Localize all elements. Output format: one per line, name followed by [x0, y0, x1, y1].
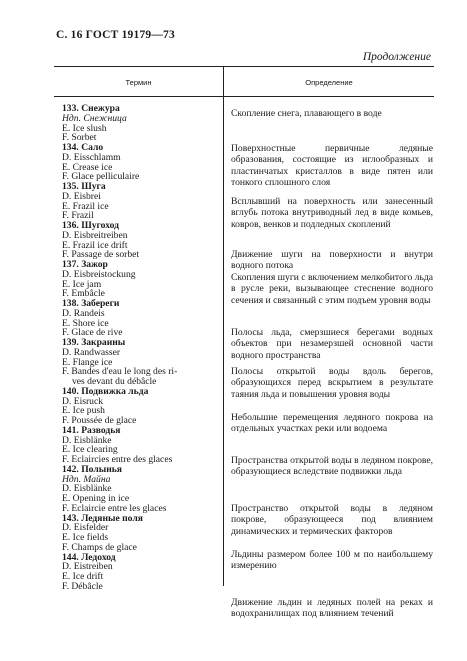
- term-line: D. Eisblänke: [62, 483, 112, 495]
- term-line: E. Crease ice: [62, 161, 113, 173]
- term-line: D. Eisblänke: [62, 434, 112, 446]
- column-header-term: Термин: [125, 78, 152, 87]
- definition-text: Пространства открытой воды в ледяном покрове, образующиеся вследствие подвижки льда: [231, 455, 433, 478]
- term-column: [62, 104, 222, 592]
- term-line: F. Glace pelliculaire: [62, 171, 140, 183]
- term-line: F. Poussée de glace: [62, 415, 137, 426]
- term-line: E. Ice fields: [62, 532, 109, 543]
- term-heading: 135. Шуга: [62, 181, 106, 192]
- column-divider: [223, 66, 224, 586]
- term-line: F. Débâcle: [62, 580, 103, 592]
- definition-text: Полосы открытой воды вдоль берегов, образующихся перед вскрытием в результате таяния льда и повышения уровня воды: [231, 366, 433, 400]
- term-line: E. Ice push: [62, 405, 105, 417]
- term-heading: 141. Разводья: [62, 424, 121, 436]
- term-heading: 136. Шугоход: [62, 220, 119, 231]
- term-line: F. Passage de sorbet: [62, 249, 140, 261]
- term-line: E. Shore ice: [62, 317, 109, 329]
- term-line: E. Ice jam: [62, 278, 102, 290]
- term-line: D. Eisbrei: [62, 190, 101, 202]
- term-line: E. Ice drift: [62, 571, 104, 582]
- term-line: E. Opening in ice: [62, 493, 130, 504]
- term-line: E. Ice clearing: [62, 444, 118, 456]
- definition-text: Небольшие перемещения ледяного покрова на отдельных участках реки или водоема: [231, 412, 433, 435]
- definition-text: Поверхностные первичные ледяные образования, состоящие из иглообразных и пластинчатых кристаллов в виде пятен или тонкого сплошного слоя: [231, 143, 433, 189]
- term-line: D. Randeis: [62, 307, 105, 319]
- term-heading: 144. Ледоход: [62, 551, 116, 563]
- term-line: F. Embâcle: [62, 288, 105, 300]
- term-line: Ндп. Снежница: [62, 112, 127, 124]
- continuation-label: Продолжение: [362, 51, 431, 63]
- column-header-definition: Определение: [305, 78, 353, 87]
- term-line: F. Frazil: [62, 210, 94, 222]
- term-heading: 134. Сало: [62, 142, 104, 153]
- term-heading: 138. Забереги: [62, 298, 120, 309]
- term-line: F. Eclaircie entre les glaces: [62, 502, 167, 514]
- definition-text: Скопления шуги с включением мелкобитого льда в русле реки, вызывающее стеснение водного сечения и связанный с этим подъем уровня воды: [231, 272, 433, 306]
- term-line: ves devant du débâcle: [72, 376, 157, 387]
- term-line: F. Champs de glace: [62, 541, 137, 553]
- definition-text: Движение шуги на поверхности и внутри водного потока: [231, 249, 433, 272]
- term-line: D. Eisfelder: [62, 522, 109, 534]
- definition-text: Льдины размером более 100 м по наибольшему измерению: [231, 549, 433, 572]
- term-line: D. Randwasser: [62, 346, 121, 358]
- term-line: D. Eisruck: [62, 395, 104, 407]
- term-line: D. Eisschlamm: [62, 151, 121, 163]
- term-line: D. Eisbreitreiben: [62, 229, 128, 241]
- term-heading: 143. Ледяные поля: [62, 512, 143, 524]
- definition-text: Движение льдин и ледяных полей на реках и водохранилищах под влиянием течений: [231, 597, 433, 620]
- term-line: F. Glace de rive: [62, 327, 123, 339]
- table-top-rule: [54, 66, 434, 67]
- definition-text: Всплывший на поверхность или занесенный вглубь потока внутриводный лед в виде комьев, ковров, венков и подледных скоплений: [231, 196, 433, 230]
- term-line: D. Eistreiben: [62, 561, 113, 573]
- table-head-rule: [54, 96, 434, 97]
- term-line: Ндп. Майна: [62, 473, 111, 485]
- term-line: F. Bandes d'eau le long des ri-: [62, 366, 178, 378]
- definition-text: Полосы льда, смерзшиеся берегами водных объектов при незамерзшей основной части водного пространства: [231, 327, 433, 361]
- term-heading: 133. Снежура: [62, 103, 120, 114]
- term-heading: 142. Полынья: [62, 463, 122, 475]
- term-line: E. Ice slush: [62, 122, 107, 134]
- definition-text: Пространство открытой воды в ледяном покрове, образующееся под влиянием динамических и термических факторов: [231, 503, 433, 537]
- term-line: F. Eclaircies entre des glaces: [62, 454, 173, 465]
- term-line: F. Sorbet: [62, 132, 97, 144]
- term-line: E. Frazil ice: [62, 200, 109, 212]
- term-heading: 139. Закраины: [62, 337, 126, 348]
- term-heading: 140. Подвижка льда: [62, 385, 149, 397]
- page-header: С. 16 ГОСТ 19179—73: [56, 29, 175, 41]
- term-line: E. Frazil ice drift: [62, 239, 128, 251]
- term-heading: 137. Зажор: [62, 259, 108, 270]
- definition-text: Скопление снега, плавающего в воде: [231, 108, 382, 119]
- term-line: D. Eisbreistockung: [62, 268, 136, 280]
- term-line: E. Flange ice: [62, 356, 113, 368]
